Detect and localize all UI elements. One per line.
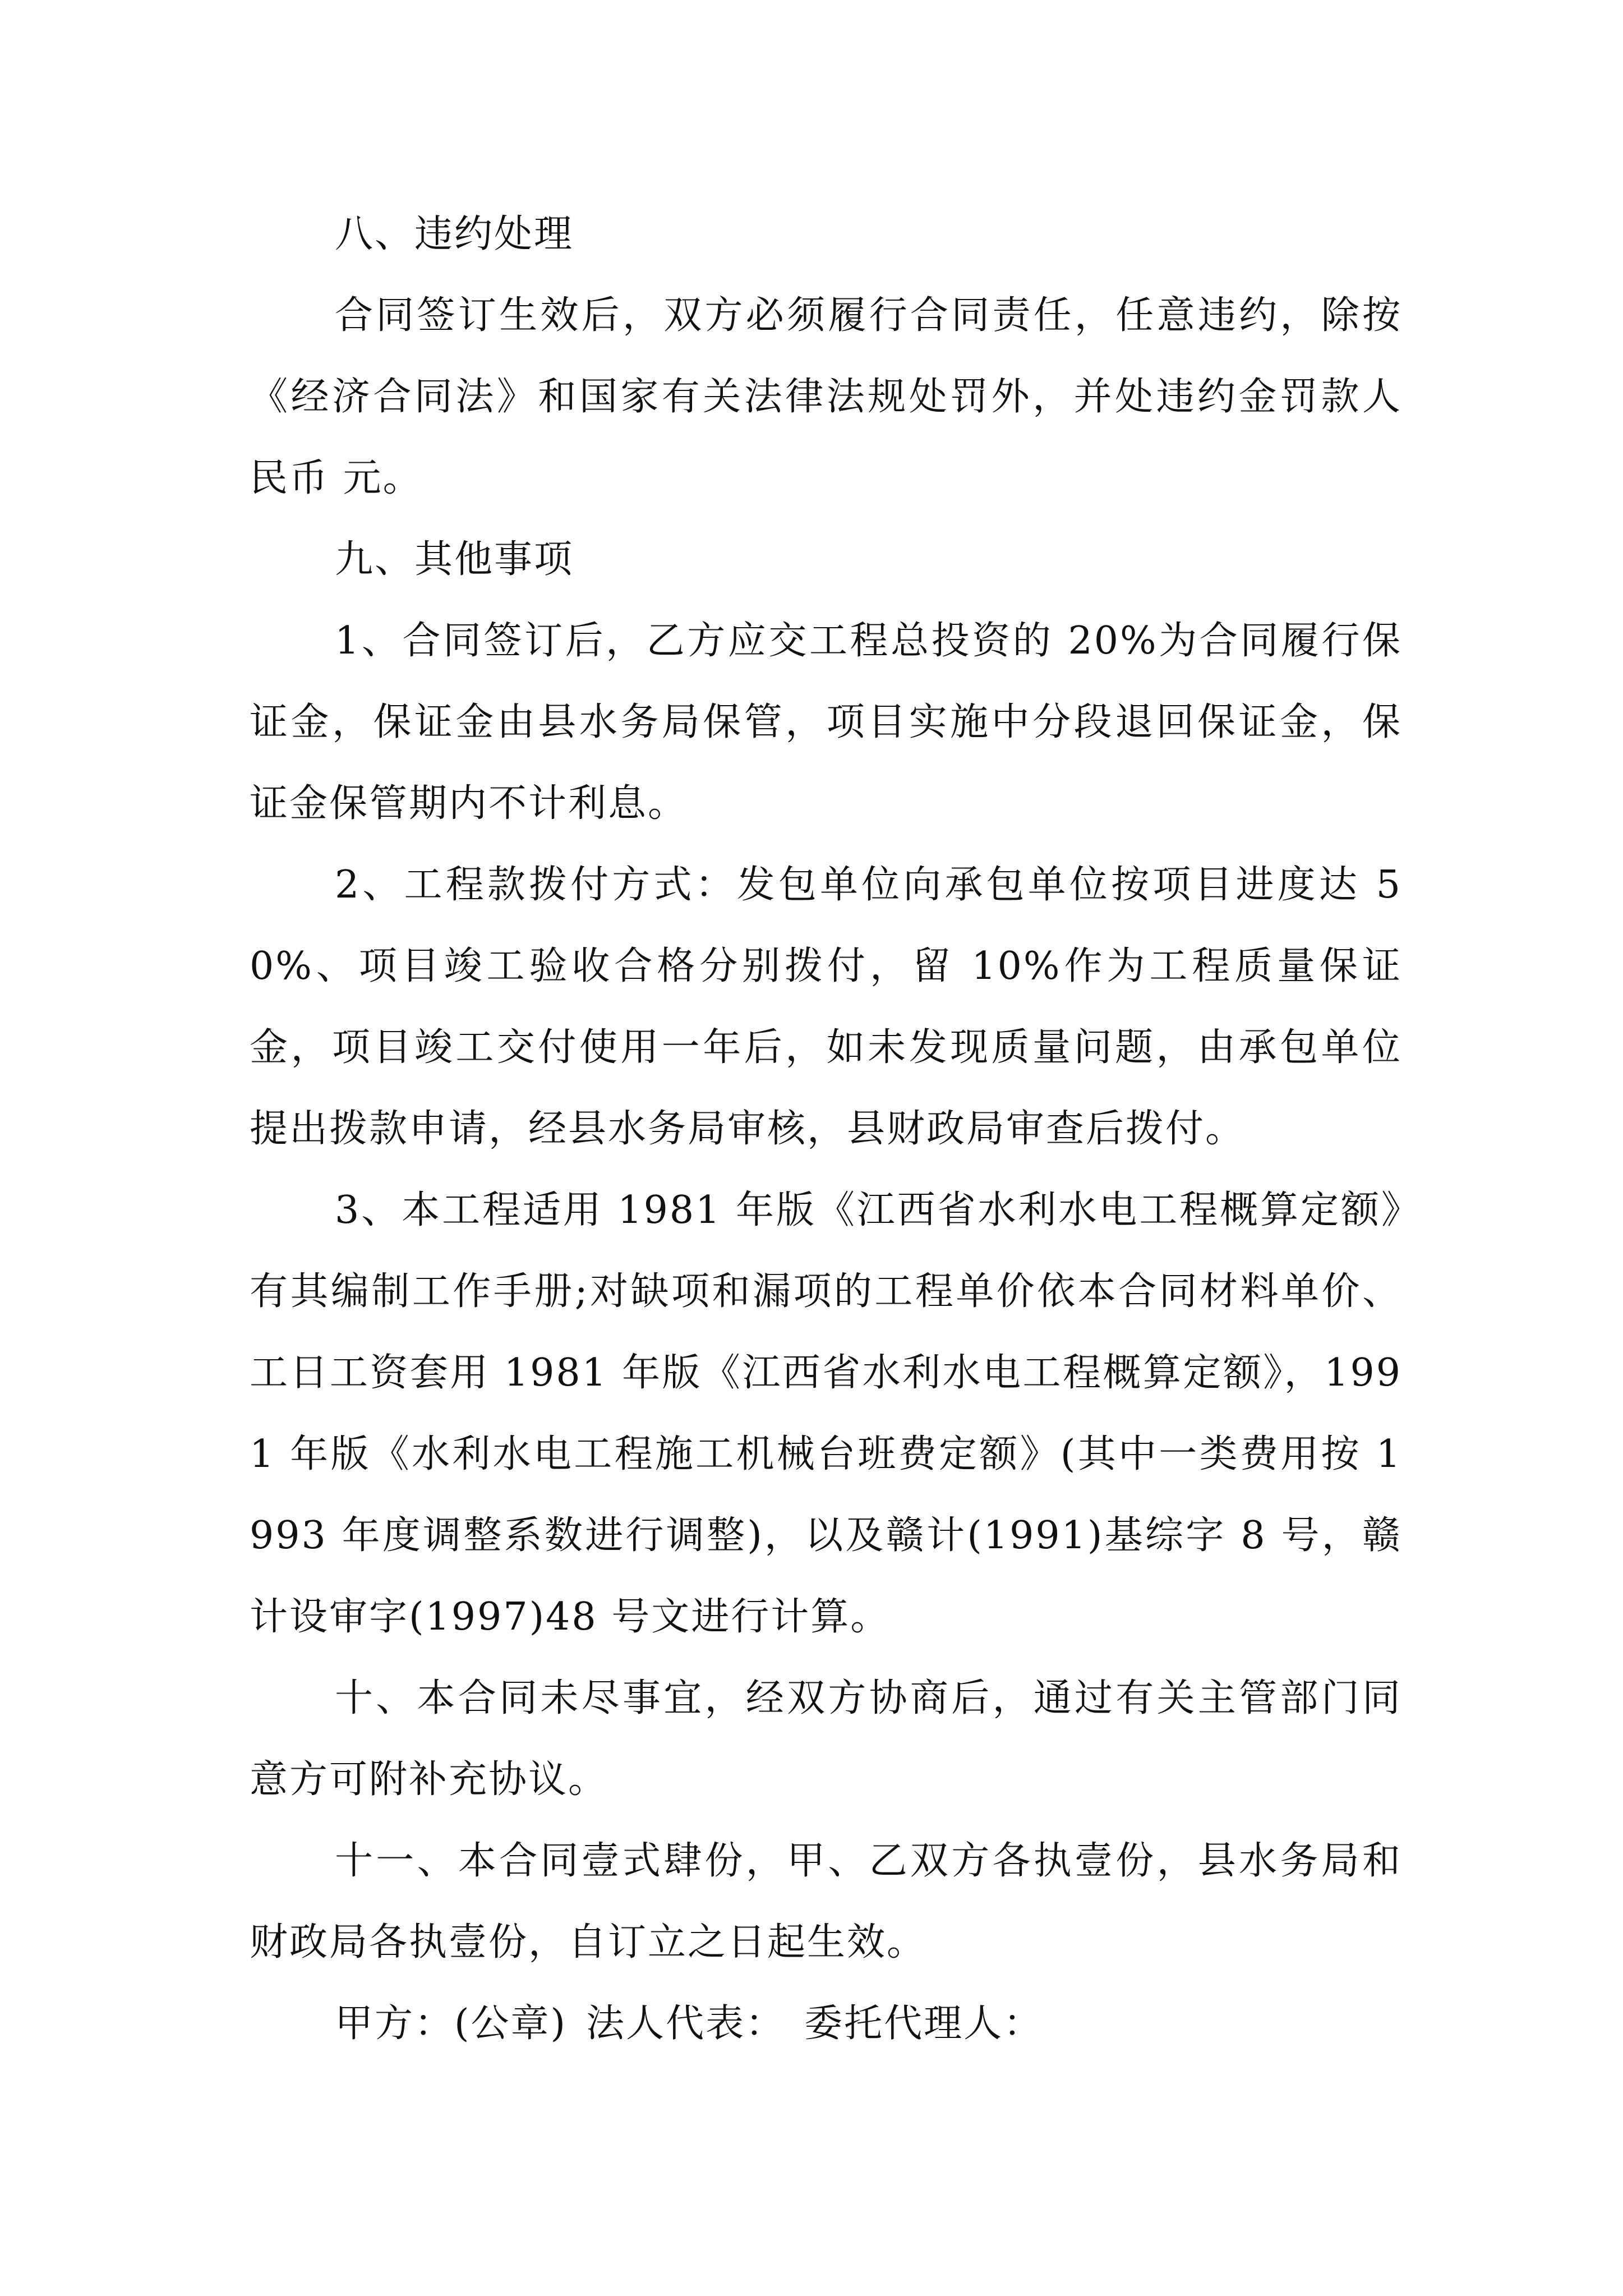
party-a-seal-label: 甲方：(公章) [335, 2001, 568, 2046]
paragraph-breach-penalty: 合同签订生效后，双方必须履行合同责任，任意违约，除按《经济合同法》和国家有关法律法规处罚外，并处违约金罚款人民币 元。 [250, 293, 1402, 500]
section-11-copies: 十一、本合同壹式肆份，甲、乙双方各执壹份，县水务局和财政局各执壹份，自订立之日起生效。 [250, 1839, 1402, 1964]
agent-label: 委托代理人： [804, 2001, 1044, 2046]
signature-line [250, 1983, 1402, 2064]
clause-3-applicable-quotas: 3、本工程适用 1981 年版《江西省水利水电工程概算定额》有其编制工作手册;对缺项和漏项的工程单价依本合同材料单价、工日工资套用 1981 年版《江西省水利水电工程概算定额》，1991 年版《水利水电工程施工机械台班费定额》(其中一类费用按 1993 年度调整系数进行调整)，以及赣计(1991)基综字 8 号，赣计设审字(1997)48 号文进行计算。 [250, 1188, 1402, 1639]
clause-1-performance-bond: 1、合同签订后，乙方应交工程总投资的 20%为合同履行保证金，保证金由县水务局保管，项目实施中分段退回保证金，保证金保管期内不计利息。 [250, 619, 1402, 826]
section-10-supplementary: 十、本合同未尽事宜，经双方协商后，通过有关主管部门同意方可附补充协议。 [250, 1676, 1402, 1802]
contract-body [250, 194, 1402, 2064]
legal-rep-label: 法人代表： [586, 2001, 786, 2046]
section-heading-other-matters: 九、其他事项 [335, 537, 574, 582]
section-heading-breach: 八、违约处理 [335, 212, 574, 256]
clause-2-payment-method: 2、工程款拨付方式：发包单位向承包单位按项目进度达 50%、项目竣工验收合格分别拨付，留 10%作为工程质量保证金，项目竣工交付使用一年后，如未发现质量问题，由承包单位提出拨款申请，经县水务局审核，县财政局审查后拨付。 [250, 863, 1402, 1151]
